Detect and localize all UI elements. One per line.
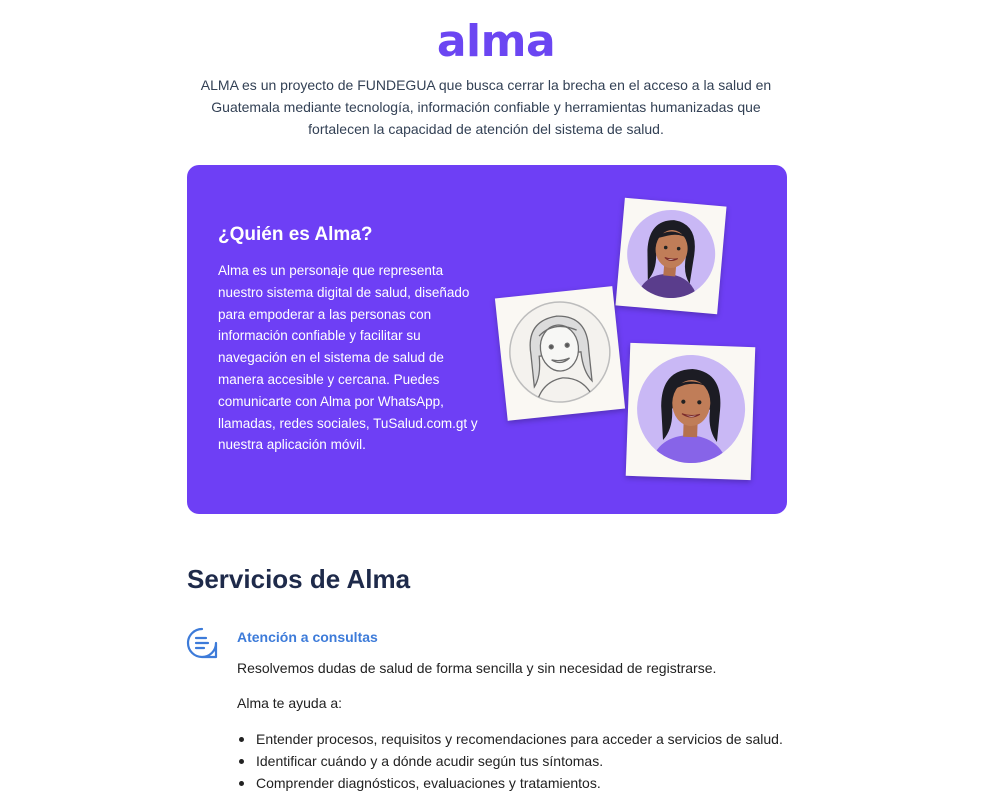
list-item: Entender procesos, requisitos y recomendaciones para acceder a servicios de salud. xyxy=(237,728,783,750)
chat-bubble-icon xyxy=(186,627,218,664)
service-bullet-list xyxy=(237,728,783,794)
alma-logo[interactable]: alma xyxy=(436,16,556,67)
intro-text: ALMA es un proyecto de FUNDEGUA que busca cerrar la brecha en el acceso a la salud en Guatemala mediante tecnología, información confiable y herramientas humanizadas que fortalecen la capacidad de atención del sistema de salud. xyxy=(200,77,772,137)
list-item: Comprender diagnósticos, evaluaciones y tratamientos. xyxy=(237,772,783,794)
who-is-alma-card xyxy=(187,165,787,514)
hero-title: ¿Quién es Alma? xyxy=(218,224,373,245)
service-help-intro: Alma te ayuda a: xyxy=(237,695,343,711)
alma-sketch-portrait xyxy=(495,286,625,421)
service-description: Resolvemos dudas de salud de forma sencilla y sin necesidad de registrarse. xyxy=(237,660,717,676)
service-heading-consultas[interactable]: Atención a consultas xyxy=(237,629,378,645)
alma-portrait-bottom xyxy=(626,343,756,480)
list-item: Identificar cuándo y a dónde acudir según tus síntomas. xyxy=(237,750,783,772)
alma-portrait-top xyxy=(615,198,726,314)
hero-body: Alma es un personaje que representa nuestro sistema digital de salud, diseñado para empoderar a las personas con información confiable y facilitar su navegación en el sistema de salud de manera accesible y cercana. Puedes comunicarte con Alma por WhatsApp, llamadas, redes sociales, TuSalud.com.gt y nuestra aplicación móvil. xyxy=(218,263,478,453)
services-title: Servicios de Alma xyxy=(187,564,411,594)
